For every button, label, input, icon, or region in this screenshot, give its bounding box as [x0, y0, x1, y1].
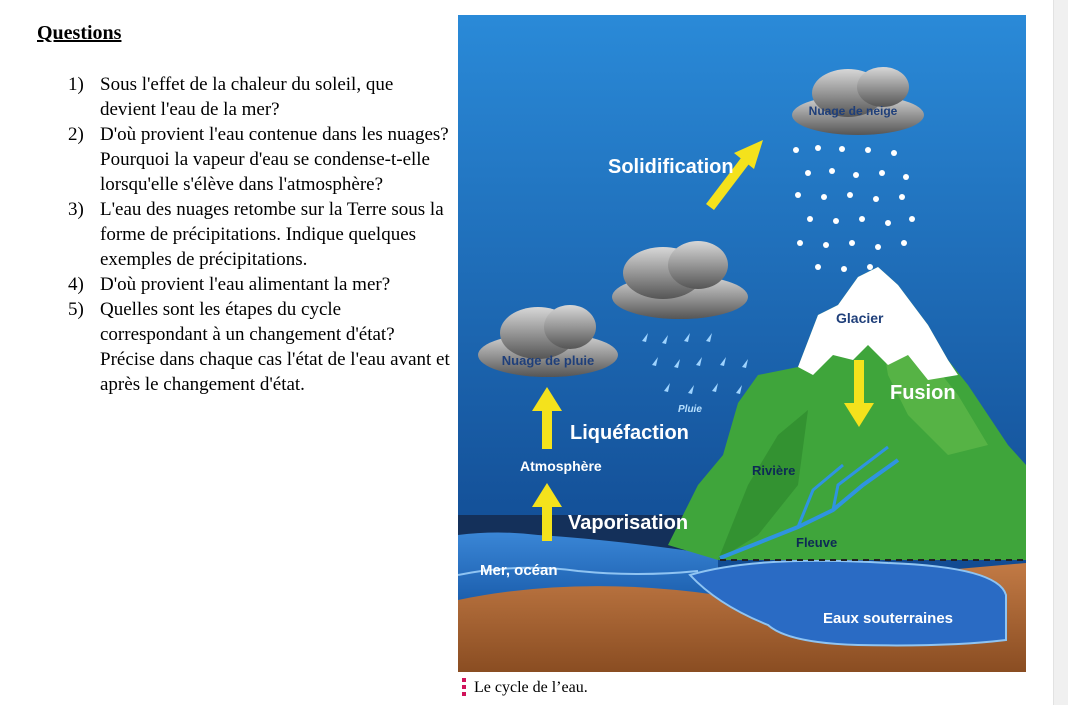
label-solidification: Solidification: [608, 156, 734, 178]
question-text: D'où provient l'eau contenue dans les nuages? Pourquoi la vapeur d'eau se condense-t-elle lorsqu'elle s'élève dans l'atmosphère?: [100, 124, 449, 195]
label-vaporisation: Vaporisation: [568, 512, 689, 534]
question-item: [68, 272, 450, 297]
label-liquefaction: Liquéfaction: [570, 422, 689, 444]
question-text: D'où provient l'eau alimentant la mer?: [100, 274, 391, 295]
question-number: 1): [68, 74, 84, 95]
label-pluie: Pluie: [678, 404, 702, 415]
question-text: L'eau des nuages retombe sur la Terre sous la forme de précipitations. Indique quelques exemples de précipitations.: [100, 199, 444, 270]
label-snow-cloud: Nuage de neige: [808, 104, 898, 118]
question-number: 2): [68, 124, 84, 145]
question-text: Sous l'effet de la chaleur du soleil, que devient l'eau de la mer?: [100, 74, 394, 120]
question-item: [68, 122, 450, 197]
question-item: [68, 72, 450, 122]
question-number: 4): [68, 274, 84, 295]
caption-text: Le cycle de l’eau.: [474, 679, 588, 696]
label-glacier: Glacier: [836, 310, 884, 326]
label-mer-ocean: Mer, océan: [480, 562, 558, 579]
figure-caption: [462, 677, 588, 699]
scrollbar-track[interactable]: [1053, 0, 1068, 705]
label-riviere: Rivière: [752, 463, 796, 478]
label-fusion: Fusion: [890, 382, 956, 404]
caption-marker: [462, 678, 466, 698]
question-number: 5): [68, 299, 84, 320]
label-rain-cloud: Nuage de pluie: [501, 353, 595, 368]
question-item: [68, 197, 450, 272]
page-heading: Questions: [37, 22, 122, 44]
question-item: [68, 297, 450, 397]
label-eaux-souterraines: Eaux souterraines: [822, 610, 954, 627]
question-text: Quelles sont les étapes du cycle correspondant à un changement d'état? Précise dans chaque cas l'état de l'eau avant et après le changement d'état.: [100, 299, 450, 395]
question-number: 3): [68, 199, 84, 220]
questions-list: [68, 72, 450, 397]
label-fleuve: Fleuve: [796, 535, 838, 550]
water-cycle-figure: [458, 15, 1026, 672]
label-atmosphere: Atmosphère: [520, 458, 602, 474]
